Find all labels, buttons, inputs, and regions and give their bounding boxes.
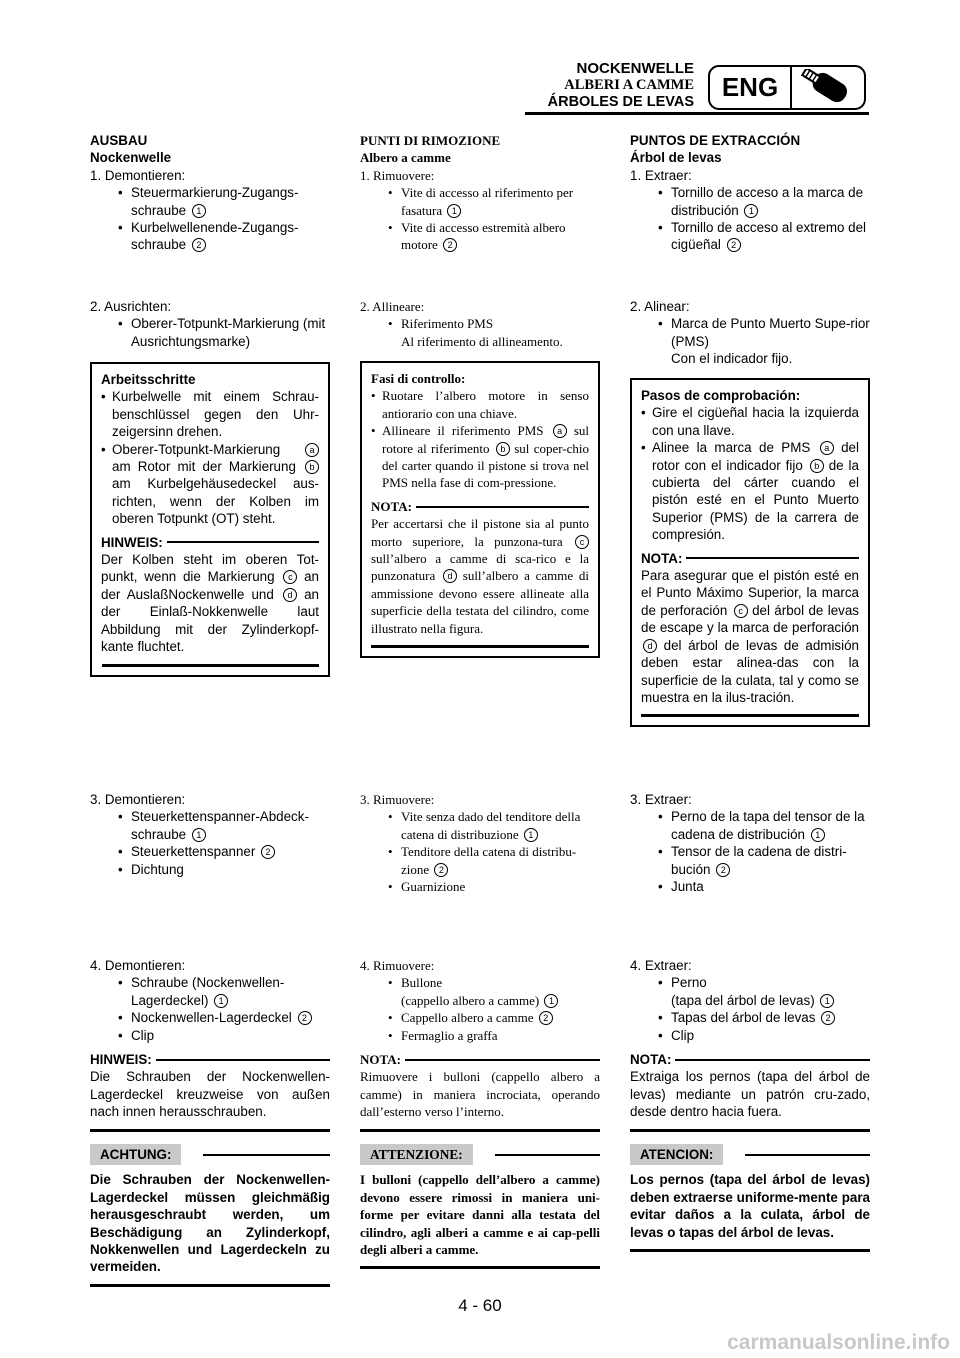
note-text: Die Schrauben der Nockenwellen-Lagerdeckel kreuzweise von außen nach innen herausschrauben.: [90, 1069, 330, 1120]
marker-2: 2: [192, 238, 206, 252]
step-4-detail: (cappello albero a camme) 1: [360, 992, 600, 1009]
note-text: Para asegurar que el pistón esté en el Punto Máximo Superior, la marca de perforación c del árbol de levas de escape y la marca de perforación d del árbol de levas de admisión deben estar alinea-das con la superficie de la culata, tal y como se muestra en la ilus-tración.: [641, 568, 859, 705]
step-4: 4. Rimuovere:: [360, 958, 435, 973]
marker-1: 1: [192, 828, 206, 842]
step-4-item: • Schraube (Nockenwellen-Lagerdeckel) 1: [90, 974, 330, 1009]
section-heading: PUNTI DI RIMOZIONE: [360, 133, 501, 148]
marker-1: 1: [214, 994, 228, 1008]
procedure-item: • Kurbelwelle mit einem Schrau-benschlüssel gegen den Uhr-zeigersinn drehen.: [101, 388, 319, 440]
procedure-title: Pasos de comprobación:: [641, 388, 801, 403]
step-3-item: • Tensor de la cadena de distri-bución 2: [630, 843, 870, 878]
step-3: 3. Extraer:: [630, 792, 692, 807]
caution-heading: ACHTUNG:: [90, 1144, 330, 1165]
marker-2: 2: [821, 1011, 835, 1025]
step-4-item: • Perno: [630, 974, 870, 991]
caution-heading: ATENCION:: [630, 1144, 870, 1165]
note-text: Rimuovere i bulloni (cappello albero a camme) in maniera incrociata, operando dall’esterno verso l’interno.: [360, 1069, 600, 1120]
subsection-heading: Nockenwelle: [90, 150, 172, 166]
note-heading: HINWEIS:: [90, 1051, 330, 1068]
step-4-item: • Fermaglio a graffa: [360, 1027, 600, 1044]
step-1: 1. Rimuovere:: [360, 167, 435, 183]
step-1-item: • Vite di accesso estremità albero motore 2: [360, 219, 600, 254]
marker-a: a: [820, 441, 834, 455]
step-1-item: • Vite di accesso al riferimento per fasatura 1: [360, 184, 600, 219]
caution-text: I bulloni (cappello dell’albero a camme) devono essere rimossi in maniera uni-forme per evitare danni alla testata del cilindro, agli alberi a camme e ai cap-pelli degli alberi a camme.: [360, 1172, 600, 1258]
marker-2: 2: [434, 863, 448, 877]
procedure-box: [360, 361, 600, 658]
marker-a: a: [553, 424, 567, 438]
procedure-box: [90, 362, 330, 677]
procedure-item: • Allineare il riferimento PMS a sul rotore al riferimento b sul coper-chio del carter quando il pistone si trova nel PMS nella fase di com-pressione.: [371, 422, 589, 492]
marker-b: b: [810, 459, 824, 473]
step-3-item: • Perno de la tapa del tensor de la cadena de distribución 1: [630, 808, 870, 843]
step-3: 3. Demontieren:: [90, 792, 186, 807]
note-text: Der Kolben steht im oberen Tot-punkt, wenn die Markierung c an der AuslaßNockenwelle und d an der Einlaß-Nokkenwelle laut Abbildung mit der Zylinderkopf-kante fluchtet.: [101, 552, 319, 655]
procedure-item: • Ruotare l’albero motore in senso antiorario con una chiave.: [371, 387, 589, 422]
header-title-es: ÁRBOLES DE LEVAS: [547, 94, 694, 110]
header-title-de: NOCKENWELLE: [576, 60, 694, 77]
step-4: 4. Demontieren:: [90, 958, 186, 973]
procedure-title: Arbeitsschritte: [101, 372, 196, 387]
note-text: Per accertarsi che il pistone sia al punto morto superiore, la punzona-tura c sull’albero a camme di sca-rico e la punzonatura d sull’albero a camme di ammissione devono essere allineate alla superficie della testata del cilindro, come illustrato nella figura.: [371, 516, 590, 636]
marker-b: b: [305, 460, 319, 474]
marker-1: 1: [544, 994, 558, 1008]
step-4-item: • Tapas del árbol de levas 2: [630, 1009, 870, 1026]
language-badge-label: ENG: [710, 67, 792, 108]
note-heading: NOTA:: [630, 1051, 870, 1068]
marker-a: a: [305, 443, 319, 457]
procedure-item: • Alinee la marca de PMS a del rotor con el indicador fijo b de la cubierta del cárter cuando el pistón esté en el Punto Muerto Superior (PMS) de la carrera de compresión.: [641, 439, 859, 543]
step-4-item: • Clip: [630, 1027, 870, 1044]
step-4-item: • Clip: [90, 1027, 330, 1044]
step-2: 2. Ausrichten:: [90, 299, 172, 314]
page-number: 4 - 60: [458, 1296, 502, 1315]
marker-c: c: [734, 604, 748, 618]
marker-2: 2: [727, 238, 741, 252]
marker-d: d: [643, 639, 657, 653]
marker-b: b: [496, 442, 510, 456]
step-1-item: • Tornillo de acceso al extremo del cigüeñal 2: [630, 219, 870, 254]
note-heading: NOTA:: [641, 550, 859, 567]
marker-2: 2: [298, 1011, 312, 1025]
step-1: 1. Demontieren:: [90, 167, 186, 183]
step-4-item: • Nockenwellen-Lagerdeckel 2: [90, 1009, 330, 1026]
step-1-item: • Tornillo de acceso a la marca de distribución 1: [630, 184, 870, 219]
step-2: 2. Allineare:: [360, 299, 425, 314]
step-3-item: • Steuerkettenspanner 2: [90, 843, 330, 860]
caution-text: Los pernos (tapa del árbol de levas) deben extraerse uniforme-mente para evitar daños a la culata, árbol de levas o tapas del árbol de levas.: [630, 1172, 870, 1240]
step-2-detail: Al riferimento di allineamento.: [401, 333, 563, 349]
step-1: 1. Extraer:: [630, 167, 692, 183]
marker-d: d: [283, 588, 297, 602]
procedure-item: • Gire el cigüeñal hacia la izquierda con una llave.: [641, 404, 859, 439]
marker-2: 2: [261, 845, 275, 859]
section-heading: AUSBAU: [90, 133, 148, 148]
step-3-item: • Steuerkettenspanner-Abdeck-schraube 1: [90, 808, 330, 843]
step-3-item: • Tenditore della catena di distribu-zione 2: [360, 843, 600, 878]
procedure-item: • Oberer-Totpunkt-Markierung a am Rotor mit der Markierung b am Kurbelgehäusedeckel aus-richten, wenn der Kolben im oberen Totpunkt (OT) steht.: [101, 441, 319, 528]
procedure-box: [630, 378, 870, 727]
step-3-item: • Dichtung: [90, 861, 330, 878]
marker-2: 2: [716, 863, 730, 877]
marker-1: 1: [447, 204, 461, 218]
step-4: 4. Extraer:: [630, 958, 692, 973]
caution-text: Die Schrauben der Nockenwellen-Lagerdeckel müssen gleichmäßig herausgeschraubt werden, um Beschädigung an Zylinderkopf, Nokkenwellen und Lagerdeckeln zu vermeiden.: [90, 1172, 330, 1275]
procedure-title: Fasi di controllo:: [371, 371, 466, 386]
marker-2: 2: [443, 238, 457, 252]
header-rule: [525, 112, 869, 115]
header-title-it: ALBERI A CAMME: [564, 77, 694, 93]
camshaft-tool-icon: [796, 69, 862, 106]
section-heading: PUNTOS DE EXTRACCIÓN: [630, 133, 801, 148]
subsection-heading: Albero a camme: [360, 150, 451, 166]
step-1-item: • Kurbelwellenende-Zugangs-schraube 2: [90, 219, 330, 254]
step-2-item: • Riferimento PMS: [360, 315, 600, 332]
marker-1: 1: [820, 994, 834, 1008]
step-3-item: • Junta: [630, 878, 870, 895]
step-2-item: • Oberer-Totpunkt-Markierung (mit Ausrichtungsmarke): [90, 315, 330, 350]
header-titles: [548, 60, 694, 111]
marker-1: 1: [524, 828, 538, 842]
note-heading: HINWEIS:: [101, 534, 319, 551]
step-3: 3. Rimuovere:: [360, 792, 435, 807]
note-heading: NOTA:: [371, 498, 589, 515]
step-4-item: • Bullone: [360, 974, 600, 991]
step-2: 2. Alinear:: [630, 299, 690, 314]
watermark: carmanualsonline.info: [727, 1331, 950, 1354]
note-text: Extraiga los pernos (tapa del árbol de levas) mediante un patrón cru-zado, desde dentro hacia fuera.: [630, 1069, 870, 1120]
language-badge: [708, 65, 866, 110]
marker-2: 2: [539, 1011, 553, 1025]
caution-heading: ATTENZIONE:: [360, 1144, 600, 1165]
marker-1: 1: [192, 204, 206, 218]
step-4-detail: (tapa del árbol de levas) 1: [630, 992, 870, 1009]
marker-1: 1: [811, 828, 825, 842]
marker-d: d: [443, 569, 457, 583]
step-4-item: • Cappello albero a camme 2: [360, 1009, 600, 1026]
step-2-item: • Marca de Punto Muerto Supe-rior (PMS): [630, 315, 870, 350]
step-2-detail: Con el indicador fijo.: [671, 351, 793, 367]
marker-c: c: [283, 570, 297, 584]
marker-1: 1: [744, 204, 758, 218]
step-1-item: • Steuermarkierung-Zugangs-schraube 1: [90, 184, 330, 219]
subsection-heading: Árbol de levas: [630, 150, 722, 166]
step-3-item: • Vite senza dado del tenditore della catena di distribuzione 1: [360, 808, 600, 843]
note-heading: NOTA:: [360, 1051, 600, 1068]
marker-c: c: [575, 535, 589, 549]
step-3-item: • Guarnizione: [360, 878, 600, 895]
